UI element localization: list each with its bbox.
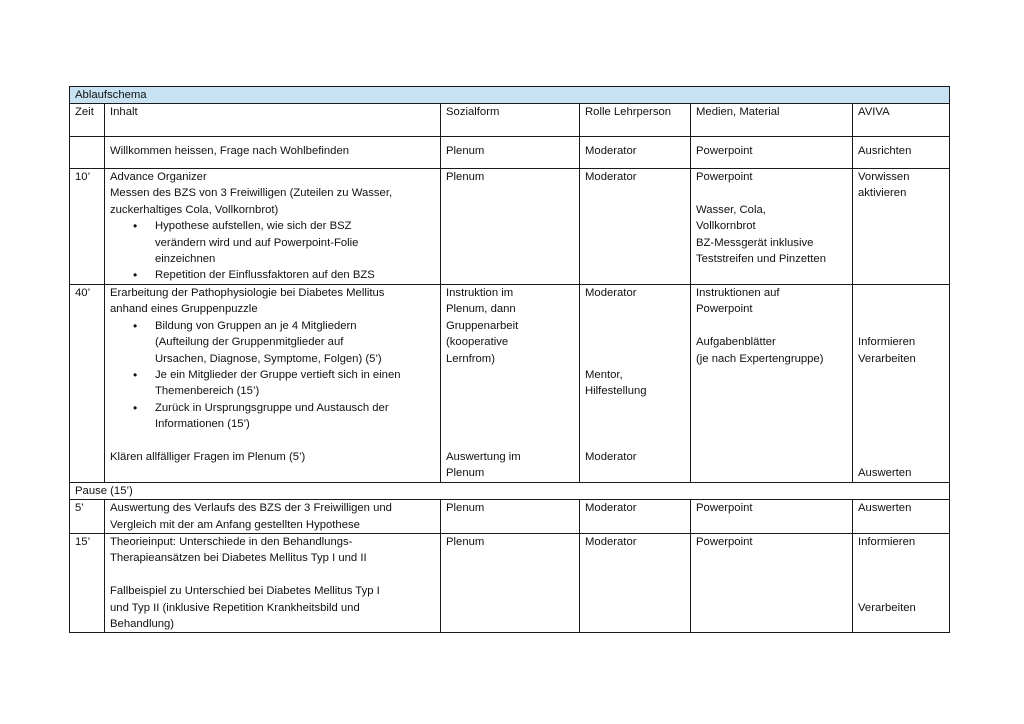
bullet-list — [110, 367, 435, 400]
bullet-line: • Zurück in Ursprungsgruppe und Austausch der — [155, 401, 389, 414]
cell-rolle — [580, 285, 691, 483]
table-row — [70, 285, 950, 483]
bullet-item — [155, 218, 435, 267]
cell-medien-line: Teststreifen und Pinzetten — [696, 253, 826, 266]
bullet-line: Themenbereich (15’) — [155, 385, 260, 398]
bullet-line: Ursachen, Diagnose, Symptome, Folgen) (5’) — [155, 352, 382, 365]
inhalt-line: Therapieansätzen bei Diabetes Mellitus Typ I und II — [110, 552, 367, 565]
cell-aviva — [853, 137, 950, 169]
inhalt-line: Fallbeispiel zu Unterschied bei Diabetes Mellitus Typ I — [110, 585, 380, 598]
cell-rolle-line: Moderator — [585, 145, 637, 157]
cell-rolle-line: Hilfestellung — [585, 385, 647, 398]
cell-aviva-line: Verarbeiten — [858, 601, 916, 614]
inhalt-line: Klären allfälliger Fragen im Plenum (5’) — [110, 451, 306, 464]
cell-zeit: 5’ — [70, 500, 105, 534]
table-row — [70, 500, 950, 534]
cell-medien-line: Wasser, Cola, — [696, 203, 766, 216]
inhalt-line: Advance Organizer — [110, 171, 207, 183]
cell-aviva-line: Informieren — [858, 336, 916, 349]
bullet-list — [110, 318, 435, 367]
cell-sozialform-line: Instruktion im — [446, 287, 514, 299]
cell-sozialform — [441, 285, 580, 483]
cell-sozialform-line: (kooperative — [446, 336, 509, 349]
cell-medien-line: BZ-Messgerät inklusive — [696, 236, 814, 249]
bullet-item — [155, 400, 435, 433]
inhalt-line: Messen des BZS von 3 Freiwilligen (Zuteilen zu Wasser, — [110, 187, 393, 200]
cell-medien-line: Powerpoint — [696, 145, 753, 157]
header-medien-material: Medien, Material — [691, 104, 853, 137]
cell-medien-line: Instruktionen auf — [696, 287, 780, 299]
cell-aviva-line: Vorwissen — [858, 171, 910, 183]
table-row — [70, 534, 950, 633]
cell-medien — [691, 534, 853, 633]
table-row — [70, 169, 950, 285]
cell-aviva-line: aktivieren — [858, 187, 907, 200]
cell-sozialform — [441, 137, 580, 169]
ablaufschema-table — [69, 86, 950, 633]
bullet-list — [110, 218, 435, 267]
bullet-line: (Aufteilung der Gruppenmitglieder auf — [155, 336, 344, 349]
cell-sozialform-line: Plenum — [446, 536, 485, 549]
table-title-row — [70, 87, 950, 104]
bullet-item — [155, 318, 435, 367]
bullet-list — [110, 400, 435, 433]
bullet-list — [110, 267, 435, 283]
cell-medien-line: Powerpoint — [696, 171, 753, 183]
cell-aviva-line: Informieren — [858, 536, 916, 549]
cell-aviva-line: Verarbeiten — [858, 352, 916, 365]
inhalt-line: Theorieinput: Unterschiede in den Behandlungs- — [110, 536, 353, 549]
cell-medien-line: Powerpoint — [696, 303, 753, 316]
cell-zeit: 10’ — [70, 169, 105, 285]
cell-zeit: 40’ — [70, 285, 105, 483]
cell-inhalt — [105, 169, 441, 285]
cell-inhalt — [105, 137, 441, 169]
inhalt-line: Auswertung des Verlaufs des BZS der 3 Freiwilligen und — [110, 502, 392, 515]
cell-rolle-line: Moderator — [585, 287, 637, 299]
cell-aviva — [853, 169, 950, 285]
cell-medien — [691, 169, 853, 285]
inhalt-line: Erarbeitung der Pathophysiologie bei Diabetes Mellitus — [110, 287, 385, 299]
table-title: Ablaufschema — [70, 87, 950, 104]
cell-sozialform-line: Plenum — [446, 145, 485, 157]
cell-zeit — [70, 137, 105, 169]
cell-medien-line: Aufgabenblätter — [696, 336, 776, 349]
bullet-line: verändern wird und auf Powerpoint-Folie — [155, 236, 359, 249]
cell-aviva-line: Auswerten — [858, 502, 912, 515]
cell-rolle-line: Mentor, — [585, 368, 623, 381]
cell-sozialform-line: Lernfrom) — [446, 352, 495, 365]
cell-rolle-line: Moderator — [585, 171, 637, 183]
cell-rolle-line: Moderator — [585, 536, 637, 549]
inhalt-line: anhand eines Gruppenpuzzle — [110, 303, 258, 316]
cell-rolle — [580, 500, 691, 534]
header-sozialform: Sozialform — [441, 104, 580, 137]
bullet-line: • Repetition der Einflussfaktoren auf den BZS — [155, 269, 375, 282]
pause-row — [70, 482, 950, 499]
inhalt-line: Vergleich mit der am Anfang gestellten Hypothese — [110, 518, 360, 531]
cell-sozialform — [441, 500, 580, 534]
cell-rolle — [580, 534, 691, 633]
cell-sozialform-line: Plenum — [446, 171, 485, 183]
cell-medien — [691, 137, 853, 169]
bullet-line: • Je ein Mitglieder der Gruppe vertieft sich in einen — [155, 369, 401, 382]
cell-aviva — [853, 500, 950, 534]
bullet-line: • Bildung von Gruppen an je 4 Mitgliedern — [155, 319, 357, 332]
header-aviva: AVIVA — [853, 104, 950, 137]
cell-rolle — [580, 137, 691, 169]
cell-inhalt — [105, 285, 441, 483]
cell-sozialform-line: Auswertung im — [446, 450, 521, 463]
header-inhalt: Inhalt — [105, 104, 441, 137]
cell-rolle — [580, 169, 691, 285]
cell-sozialform-line: Plenum — [446, 502, 485, 515]
bullet-line: • Hypothese aufstellen, wie sich der BSZ — [155, 220, 352, 233]
cell-medien-line: (je nach Expertengruppe) — [696, 352, 824, 365]
inhalt-line: Behandlung) — [110, 618, 175, 631]
inhalt-line: zuckerhaltiges Cola, Vollkornbrot) — [110, 203, 279, 216]
bullet-item — [155, 267, 435, 283]
table-row — [70, 137, 950, 169]
pause-label: Pause (15’) — [70, 482, 950, 499]
cell-aviva — [853, 534, 950, 633]
cell-medien — [691, 500, 853, 534]
inhalt-line: und Typ II (inklusive Repetition Krankheitsbild und — [110, 601, 360, 614]
header-rolle-lehrperson: Rolle Lehrperson — [580, 104, 691, 137]
cell-aviva-line: Auswerten — [858, 467, 912, 480]
inhalt-line: Willkommen heissen, Frage nach Wohlbefinden — [110, 145, 350, 157]
cell-sozialform-line: Plenum, dann — [446, 303, 516, 316]
cell-sozialform-line: Plenum — [446, 467, 485, 480]
cell-sozialform-line: Gruppenarbeit — [446, 319, 519, 332]
cell-sozialform — [441, 534, 580, 633]
cell-aviva-line: Ausrichten — [858, 145, 912, 157]
cell-sozialform — [441, 169, 580, 285]
cell-aviva — [853, 285, 950, 483]
cell-zeit: 15’ — [70, 534, 105, 633]
cell-inhalt — [105, 534, 441, 633]
bullet-line: Informationen (15’) — [155, 418, 250, 431]
bullet-line: einzeichnen — [155, 253, 216, 266]
cell-medien-line: Powerpoint — [696, 502, 753, 515]
cell-inhalt — [105, 500, 441, 534]
cell-medien — [691, 285, 853, 483]
cell-medien-line: Powerpoint — [696, 536, 753, 549]
cell-medien-line: Vollkornbrot — [696, 220, 756, 233]
bullet-item — [155, 367, 435, 400]
cell-rolle-line: Moderator — [585, 450, 637, 463]
header-zeit: Zeit — [70, 104, 105, 137]
cell-rolle-line: Moderator — [585, 502, 637, 515]
column-header-row — [70, 104, 950, 137]
